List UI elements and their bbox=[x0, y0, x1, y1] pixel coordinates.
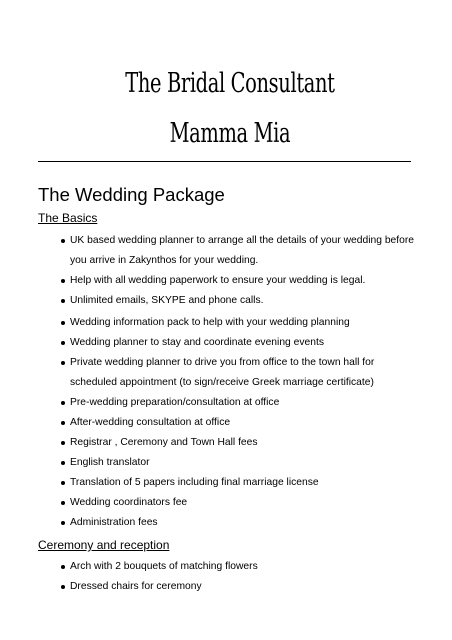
list-item: Private wedding planner to drive you from office to the town hall for scheduled appointment (to sign/receive Greek marriage certificate) bbox=[70, 353, 415, 393]
list-item: Help with all wedding paperwork to ensure your wedding is legal. bbox=[70, 271, 415, 291]
list-item: English translator bbox=[70, 453, 415, 473]
bullet-icon bbox=[61, 565, 65, 569]
list-item: Administration fees bbox=[70, 513, 415, 533]
bullet-icon bbox=[61, 321, 65, 325]
list-item: Dressed chairs for ceremony bbox=[70, 577, 415, 597]
bullet-icon bbox=[61, 481, 65, 485]
list-item: Registrar , Ceremony and Town Hall fees bbox=[70, 433, 415, 453]
title-divider bbox=[38, 161, 411, 162]
list-item: Wedding coordinators fee bbox=[70, 493, 415, 513]
bullet-icon bbox=[61, 361, 65, 365]
list-item: Pre-wedding preparation/consultation at office bbox=[70, 393, 415, 413]
bullet-icon bbox=[61, 279, 65, 283]
list-item: Wedding planner to stay and coordinate evening events bbox=[70, 333, 415, 353]
bullet-icon bbox=[61, 585, 65, 589]
list-item: Wedding information pack to help with your wedding planning bbox=[70, 313, 415, 333]
list-item: Arch with 2 bouquets of matching flowers bbox=[70, 557, 415, 577]
bullet-icon bbox=[61, 421, 65, 425]
subheading-ceremony-and-reception: Ceremony and reception bbox=[38, 538, 170, 552]
document-title-line-1: The Bridal Consultant bbox=[125, 68, 335, 99]
bullet-icon bbox=[61, 461, 65, 465]
bullet-icon bbox=[61, 401, 65, 405]
list-item: UK based wedding planner to arrange all the details of your wedding before you arrive in Zakynthos for your wedding. bbox=[70, 231, 415, 271]
subheading-the-basics: The Basics bbox=[38, 211, 98, 225]
list-item: Translation of 5 papers including final marriage license bbox=[70, 473, 415, 493]
list-item: After-wedding consultation at office bbox=[70, 413, 415, 433]
section-heading: The Wedding Package bbox=[38, 184, 225, 205]
bullet-icon bbox=[61, 441, 65, 445]
bullet-icon bbox=[61, 239, 65, 243]
bullet-icon bbox=[61, 501, 65, 505]
list-item: Unlimited emails, SKYPE and phone calls. bbox=[70, 291, 415, 311]
bullet-icon bbox=[61, 341, 65, 345]
document-title-line-2: Mamma Mia bbox=[169, 118, 291, 149]
bullet-icon bbox=[61, 299, 65, 303]
bullet-icon bbox=[61, 521, 65, 525]
